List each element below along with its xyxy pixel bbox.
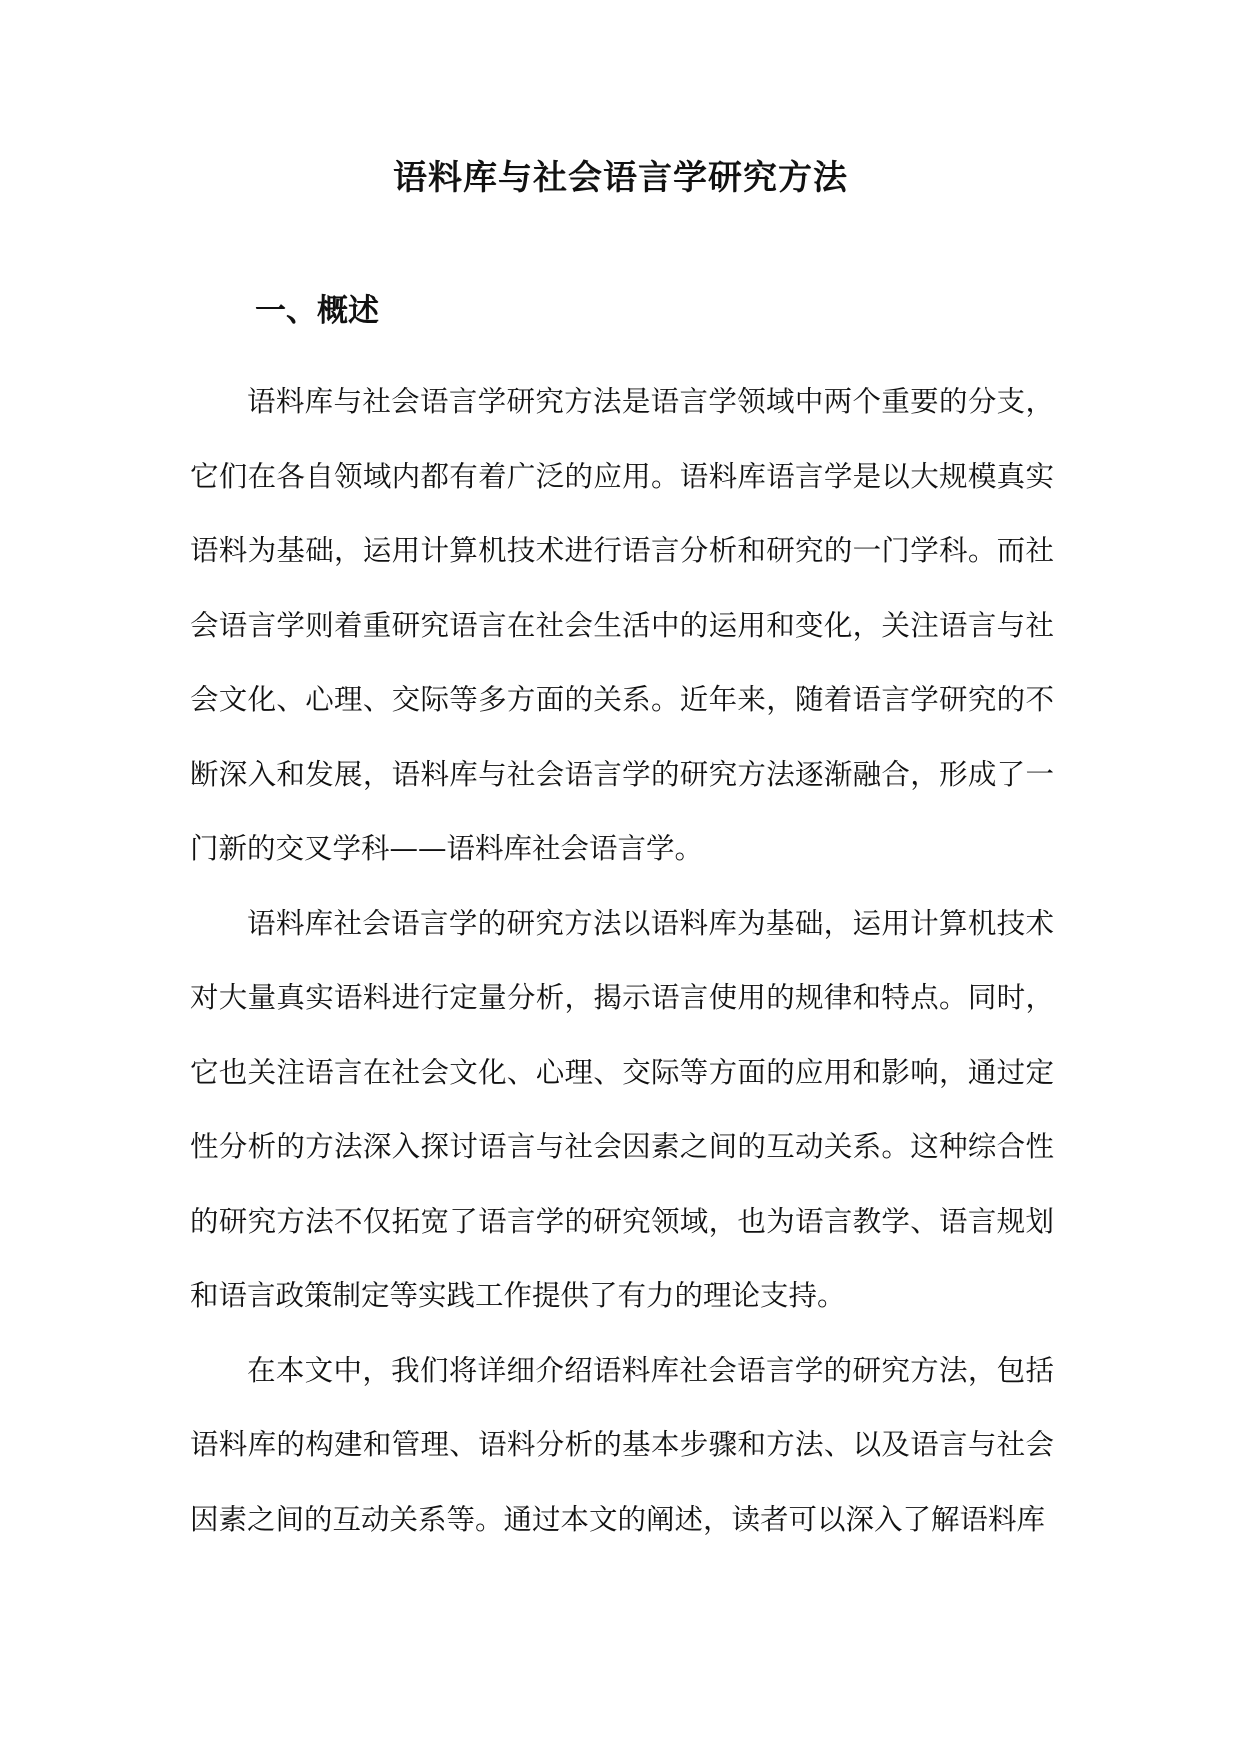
section-heading: 一、概述 xyxy=(255,293,379,329)
paragraph-1: 语料库与社会语言学研究方法是语言学领域中两个重要的分支，它们在各自领域内都有着广泛的应用。语料库语言学是以大规模真实语料为基础，运用计算机技术进行语言分析和研究的一门学科。而社会语言学则着重研究语言在社会生活中的运用和变化，关注语言与社会文化、心理、交际等多方面的关系。近年来，随着语言学研究的不断深入和发展，语料库与社会语言学的研究方法逐渐融合，形成了一门新的交叉学科——语料库社会语言学。 xyxy=(190,385,1054,865)
paragraph-3: 在本文中，我们将详细介绍语料库社会语言学的研究方法，包括语料库的构建和管理、语料分析的基本步骤和方法、以及语言与社会因素之间的互动关系等。通过本文的阐述，读者可以深入了解语料库 xyxy=(190,1353,1054,1536)
body-text xyxy=(190,365,1054,1557)
paragraph-2: 语料库社会语言学的研究方法以语料库为基础，运用计算机技术对大量真实语料进行定量分析，揭示语言使用的规律和特点。同时，它也关注语言在社会文化、心理、交际等方面的应用和影响，通过定性分析的方法深入探讨语言与社会因素之间的互动关系。这种综合性的研究方法不仅拓宽了语言学的研究领域，也为语言教学、语言规划和语言政策制定等实践工作提供了有力的理论支持。 xyxy=(190,906,1054,1312)
document-title: 语料库与社会语言学研究方法 xyxy=(393,158,848,198)
